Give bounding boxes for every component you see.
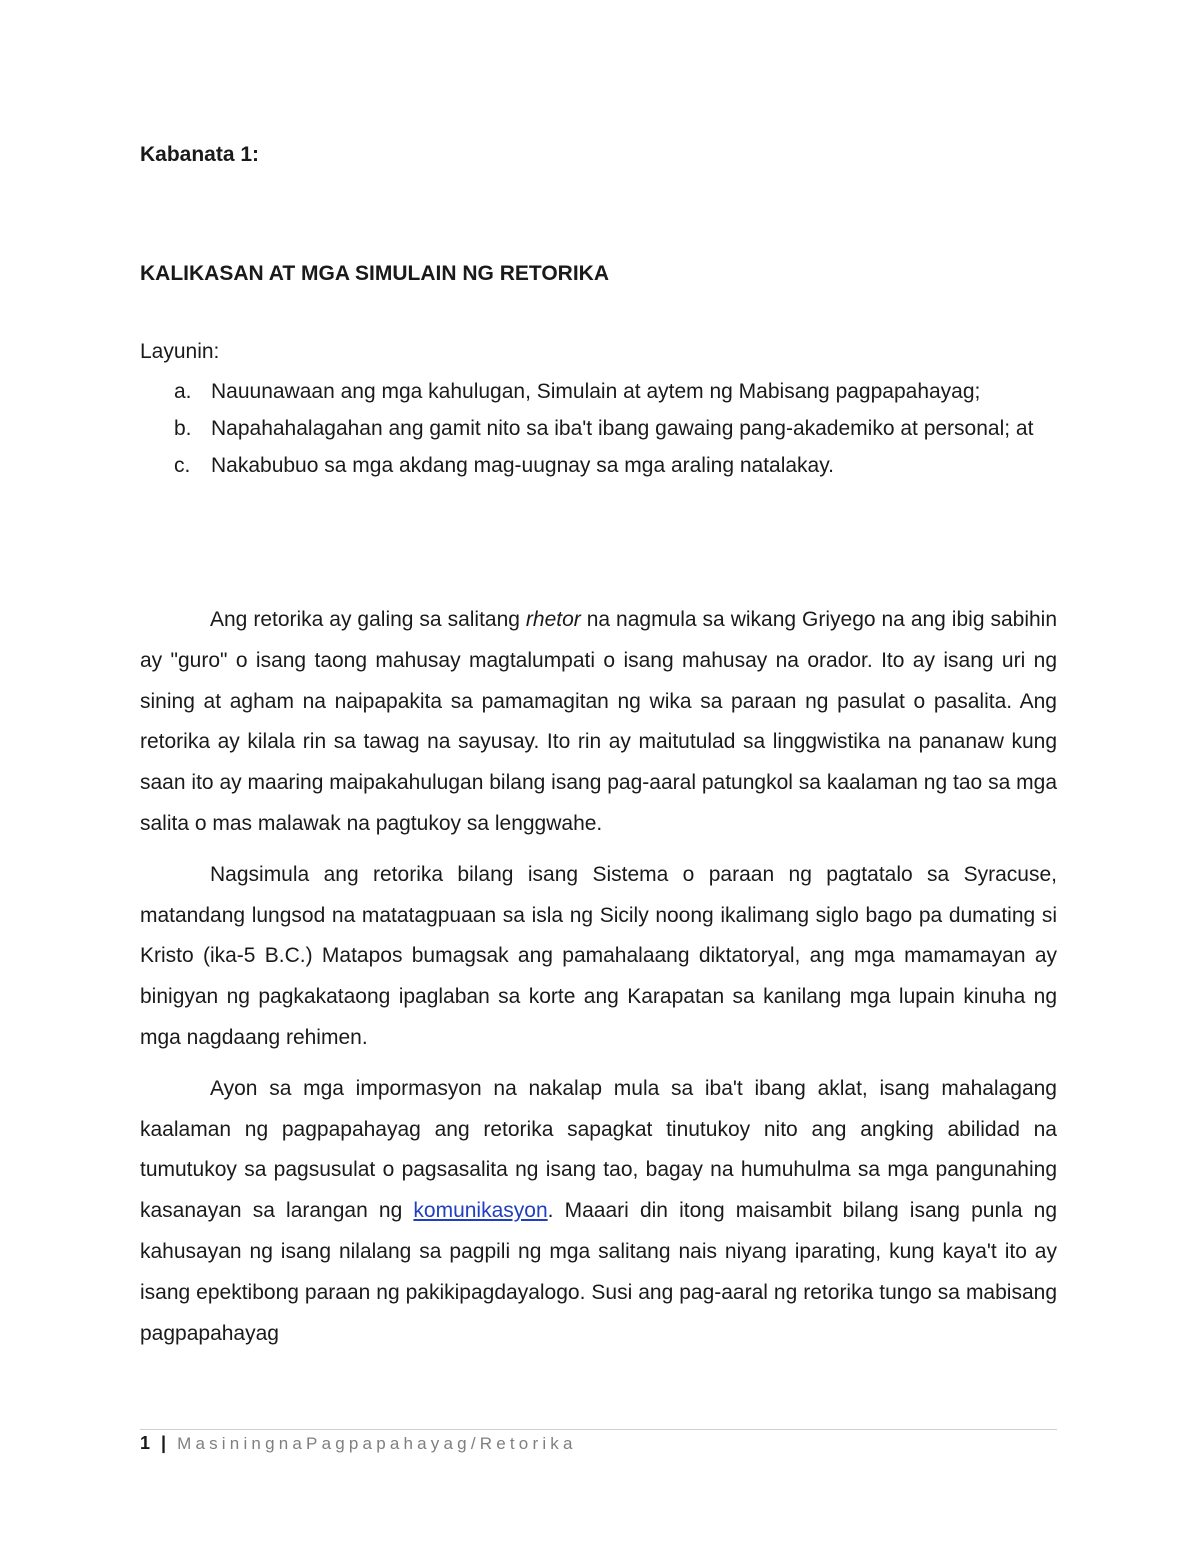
body-text xyxy=(140,600,1057,1364)
objectives-list xyxy=(140,378,1057,489)
list-marker: a. xyxy=(174,380,192,403)
objective-item xyxy=(140,452,1057,479)
komunikasyon-link[interactable]: komunikasyon xyxy=(413,1199,548,1223)
objective-text: Napahahalagahan ang gamit nito sa iba't ibang gawaing pang-akademiko at personal; at xyxy=(211,417,1034,440)
paragraph-text: . Maaari din itong maisambit bilang isang punla ng kahusayan ng isang nilalang sa pagpili ng mga salitang nais niyang iparating, kung kaya't ito ay isang epektibong paraan ng pakikipagdayalogo. Susi ang pag-aaral ng retorika tungo sa mabisang pagpapahayag xyxy=(140,1199,1057,1345)
page-number: 1 xyxy=(140,1433,151,1453)
objective-item xyxy=(140,415,1057,442)
footer-divider xyxy=(140,1429,1057,1430)
paragraph xyxy=(140,600,1057,845)
italic-term: rhetor xyxy=(525,608,581,631)
paragraph-text: na nagmula sa wikang Griyego na ang ibig sabihin ay "guro" o isang taong mahusay magtalumpati o isang mahusay na orador. Ito ay isang uri ng sining at agham na naipapakita sa pamamagitan ng wika sa paraan ng pasulat o pasalita. Ang retorika ay kilala rin sa tawag na sayusay. Ito rin ay maitutulad sa linggwistika na pananaw kung saan ito ay maaring maipakahulugan bilang isang pag-aaral patungkol sa kaalaman ng tao sa mga salita o mas malawak na pagtukoy sa lenggwahe. xyxy=(140,608,1058,835)
paragraph xyxy=(140,1069,1057,1355)
objectives-label: Layunin: xyxy=(140,340,220,363)
paragraph-text: Ang retorika ay galing sa salitang xyxy=(210,608,526,631)
running-title: MasiningnaPagpapahayag/Retorika xyxy=(177,1434,577,1453)
paragraph: Nagsimula ang retorika bilang isang Sistema o paraan ng pagtatalo sa Syracuse, matandang lungsod na matatagpuaan sa isla ng Sicily noong ikalimang siglo bago pa dumating si Kristo (ika-5 B.C.) Matapos bumagsak ang pamahalaang diktatoryal, ang mga mamamayan ay binigyan ng pagkakataong ipaglaban sa korte ang Karapatan sa kanilang mga lupain kinuha ng mga nagdaang rehimen. xyxy=(140,862,1057,1049)
objective-text: Nauunawaan ang mga kahulugan, Simulain at aytem ng Mabisang pagpapahayag; xyxy=(211,380,981,403)
list-marker: c. xyxy=(174,454,191,477)
objective-item xyxy=(140,378,1057,405)
chapter-title: KALIKASAN AT MGA SIMULAIN NG RETORIKA xyxy=(140,262,609,285)
footer-separator: | xyxy=(161,1433,167,1453)
list-marker: b. xyxy=(174,417,192,440)
page-footer xyxy=(140,1433,577,1454)
paragraph-text: Ayon sa mga impormasyon na nakalap mula sa iba't ibang aklat, isang mahalagang kaalaman ng pagpapahayag ang retorika sapagkat tinutukoy nito ang angking abilidad na tumutukoy sa pagsusulat o pagsasalita ng isang tao, bagay na humuhulma sa mga pangunahing kasanayan sa larangan ng xyxy=(140,1076,1057,1223)
objective-text: Nakabubuo sa mga akdang mag-uugnay sa mga araling natalakay. xyxy=(211,454,835,477)
chapter-heading: Kabanata 1: xyxy=(140,143,260,166)
